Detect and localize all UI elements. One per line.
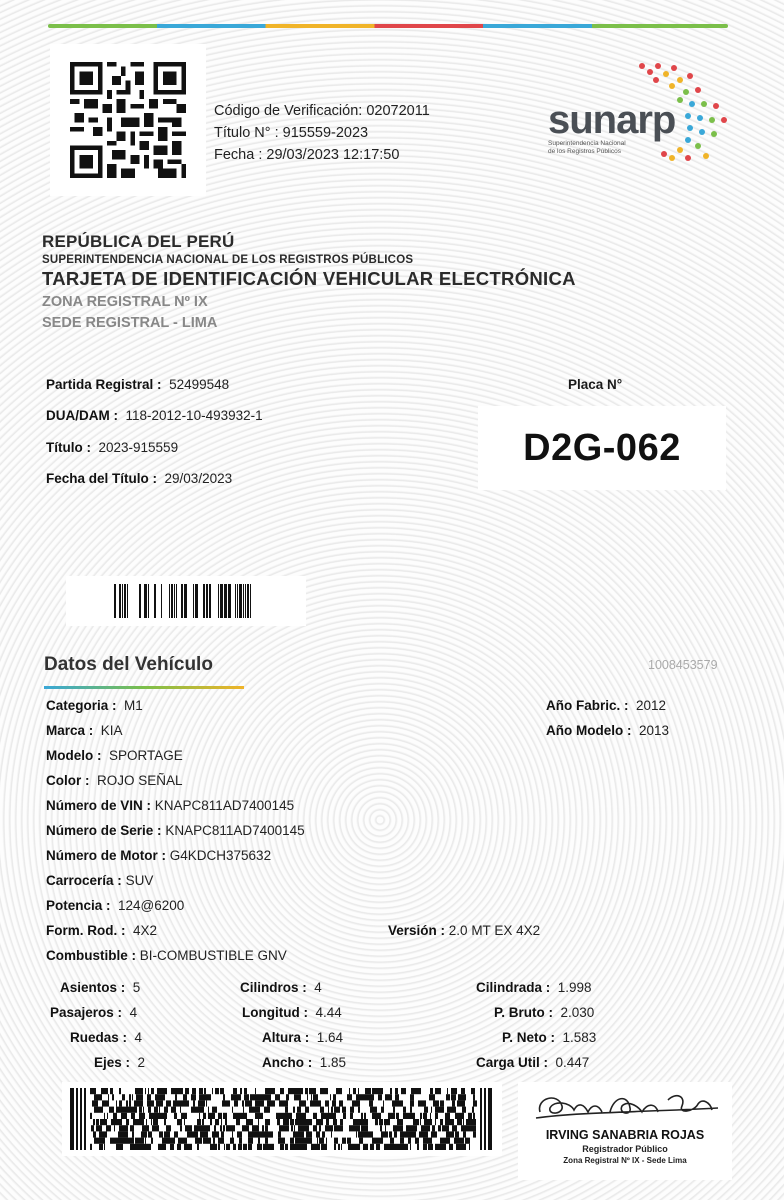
document-header [42, 232, 576, 331]
country-name: REPÚBLICA DEL PERÚ [42, 232, 235, 251]
marca-row: Marca : KIA [46, 723, 123, 738]
document-serial: 1008453579 [648, 658, 718, 672]
partida-row: Partida Registral : 52499548 [46, 377, 230, 392]
titulo-row: Título : 2023-915559 [46, 440, 179, 455]
sunarp-subtitle: Superintendencia Nacional de los Registros Públicos [548, 140, 626, 155]
top-color-stripe [48, 24, 728, 28]
longitud-row: Longitud : 4.44 [242, 1005, 342, 1020]
barcode-small [66, 576, 306, 626]
p-bruto-row: P. Bruto : 2.030 [494, 1005, 595, 1020]
anio-modelo-row: Año Modelo : 2013 [546, 723, 670, 738]
color-row: Color : ROJO SEÑAL [46, 773, 183, 788]
registry-sede: SEDE REGISTRAL - LIMA [42, 315, 218, 331]
cilindrada-row: Cilindrada : 1.998 [476, 980, 592, 995]
ruedas-row: Ruedas : 4 [70, 1030, 143, 1045]
ejes-row: Ejes : 2 [94, 1055, 146, 1070]
modelo-row: Modelo : SPORTAGE [46, 748, 183, 763]
pdf417-barcode [62, 1082, 502, 1156]
fecha-titulo-row: Fecha del Título : 29/03/2023 [46, 471, 233, 486]
sunarp-wordmark: sunarp [548, 98, 676, 142]
serie-row: Número de Serie : KNAPC811AD7400145 [46, 823, 305, 838]
qr-code [50, 44, 206, 196]
p-neto-row: P. Neto : 1.583 [502, 1030, 597, 1045]
plate-box [478, 406, 726, 490]
section-underline [44, 686, 244, 689]
carroceria-row: Carrocería : SUV [46, 873, 154, 888]
dua-row: DUA/DAM : 118-2012-10-493932-1 [46, 408, 263, 423]
verification-date: Fecha : 29/03/2023 12:17:50 [214, 147, 400, 163]
verification-title: Título N° : 915559-2023 [214, 125, 369, 141]
registrar-role: Registrador Público [582, 1144, 668, 1154]
ancho-row: Ancho : 1.85 [262, 1055, 347, 1070]
carga-util-row: Carga Util : 0.447 [476, 1055, 590, 1070]
registrar-name: IRVING SANABRIA ROJAS [545, 1128, 705, 1142]
agency-name: SUPERINTENDENCIA NACIONAL DE LOS REGISTROS PÚBLICOS [42, 254, 414, 266]
vin-row: Número de VIN : KNAPC811AD7400145 [46, 798, 295, 813]
pasajeros-row: Pasajeros : 4 [50, 1005, 138, 1020]
plate-number: D2G-062 [523, 426, 681, 469]
anio-fabric-row: Año Fabric. : 2012 [546, 698, 667, 713]
motor-row: Número de Motor : G4KDCH375632 [46, 848, 272, 863]
vehicle-section-title: Datos del Vehículo [44, 654, 213, 675]
altura-row: Altura : 1.64 [262, 1030, 344, 1045]
registry-zone: ZONA REGISTRAL Nº IX [42, 294, 208, 310]
combustible-row: Combustible : BI-COMBUSTIBLE GNV [46, 948, 287, 963]
signature-block [518, 1082, 732, 1180]
plate-label: Placa N° [568, 377, 623, 392]
version-row: Versión : 2.0 MT EX 4X2 [388, 923, 541, 938]
sunarp-logo [540, 58, 740, 168]
registrar-zone: Zona Registral Nº IX - Sede Lima [563, 1156, 687, 1165]
form-rod-row: Form. Rod. : 4X2 [46, 923, 158, 938]
verification-info [214, 100, 430, 166]
cilindros-row: Cilindros : 4 [240, 980, 322, 995]
potencia-row: Potencia : 124@6200 [46, 898, 185, 913]
categoria-row: Categoria : M1 [46, 698, 143, 713]
asientos-row: Asientos : 5 [60, 980, 141, 995]
handwritten-signature [518, 1082, 732, 1132]
verification-code: Código de Verificación: 02072011 [214, 103, 430, 119]
document-title: TARJETA DE IDENTIFICACIÓN VEHICULAR ELECTRÓNICA [42, 268, 576, 289]
